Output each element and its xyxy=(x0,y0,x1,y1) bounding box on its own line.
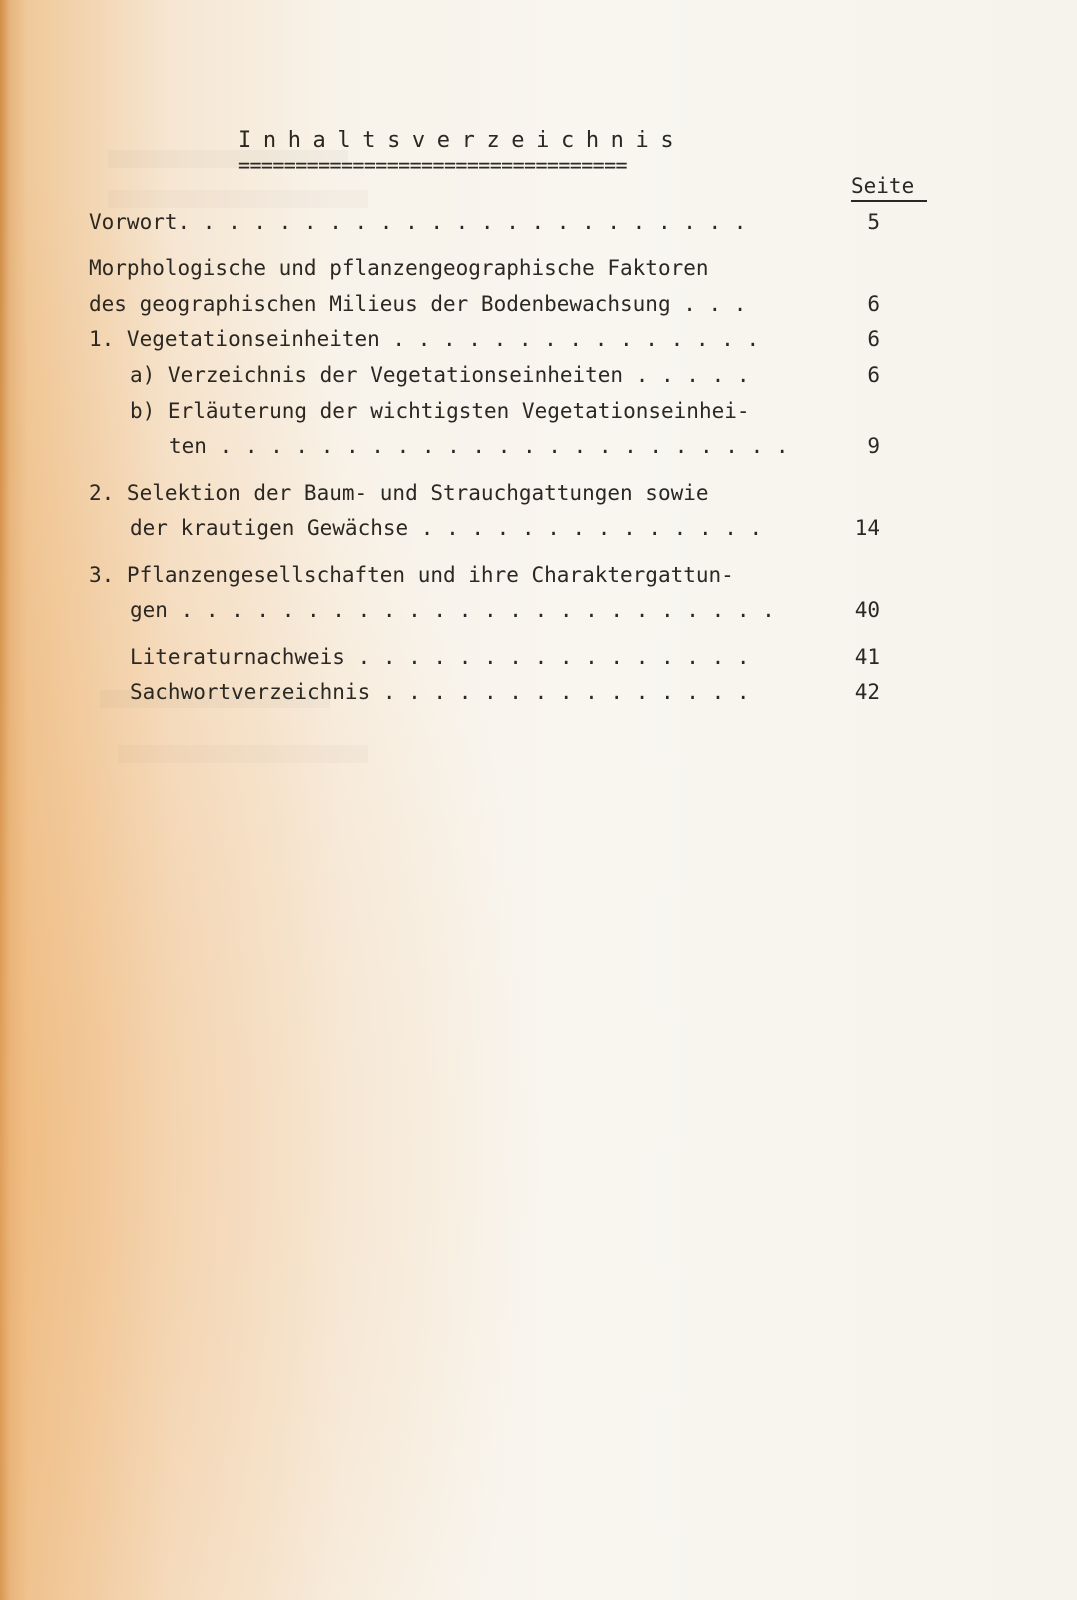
toc-page-pflanzengesellschaften: 40 xyxy=(854,598,880,622)
toc-entry-sachwortverzeichnis: Sachwortverzeichnis . . . . . . . . . . . . . . . xyxy=(130,680,750,704)
toc-page-verzeichnis: 6 xyxy=(867,363,880,387)
toc-entry-selektion-line2: der krautigen Gewächse . . . . . . . . . . . . . . xyxy=(130,516,763,540)
toc-entry-morphologie-line2: des geographischen Milieus der Bodenbewachsung . . . xyxy=(89,292,747,316)
show-through-shadow xyxy=(118,745,368,763)
toc-entry-literaturnachweis: Literaturnachweis . . . . . . . . . . . . . . . . xyxy=(130,645,750,669)
toc-page-sachwortverzeichnis: 42 xyxy=(854,680,880,704)
toc-entry-pflanzengesellschaften-line2: gen . . . . . . . . . . . . . . . . . . . . . . . . xyxy=(130,598,775,622)
toc-page-selektion: 14 xyxy=(854,516,880,540)
toc-page-vegetationseinheiten: 6 xyxy=(867,327,880,351)
toc-page-literaturnachweis: 41 xyxy=(854,645,880,669)
toc-title: Inhaltsverzeichnis xyxy=(238,128,686,153)
toc-entry-erlaeuterung-line1: b) Erläuterung der wichtigsten Vegetationseinhei- xyxy=(130,399,750,423)
toc-entry-pflanzengesellschaften-line1: 3. Pflanzengesellschaften und ihre Charaktergattun- xyxy=(89,563,734,587)
toc-entry-vegetationseinheiten: 1. Vegetationseinheiten . . . . . . . . . . . . . . . xyxy=(89,327,760,351)
toc-entry-selektion-line1: 2. Selektion der Baum- und Strauchgattungen sowie xyxy=(89,481,709,505)
toc-entry-vorwort: Vorwort. . . . . . . . . . . . . . . . . . . . . . . xyxy=(89,210,747,234)
toc-page-erlaeuterung: 9 xyxy=(867,434,880,458)
toc-entry-verzeichnis: a) Verzeichnis der Vegetationseinheiten . . . . . xyxy=(130,363,750,387)
toc-entry-morphologie-line1: Morphologische und pflanzengeographische Faktoren xyxy=(89,256,709,280)
page-column-label: Seite xyxy=(851,174,915,198)
toc-page-morphologie: 6 xyxy=(867,292,880,316)
title-underline: ================================== xyxy=(238,155,627,175)
toc-page-vorwort: 5 xyxy=(867,210,880,234)
show-through-shadow xyxy=(108,190,368,208)
page-column-underline xyxy=(851,200,927,202)
toc-entry-erlaeuterung-line2: ten . . . . . . . . . . . . . . . . . . . . . . . xyxy=(169,434,789,458)
